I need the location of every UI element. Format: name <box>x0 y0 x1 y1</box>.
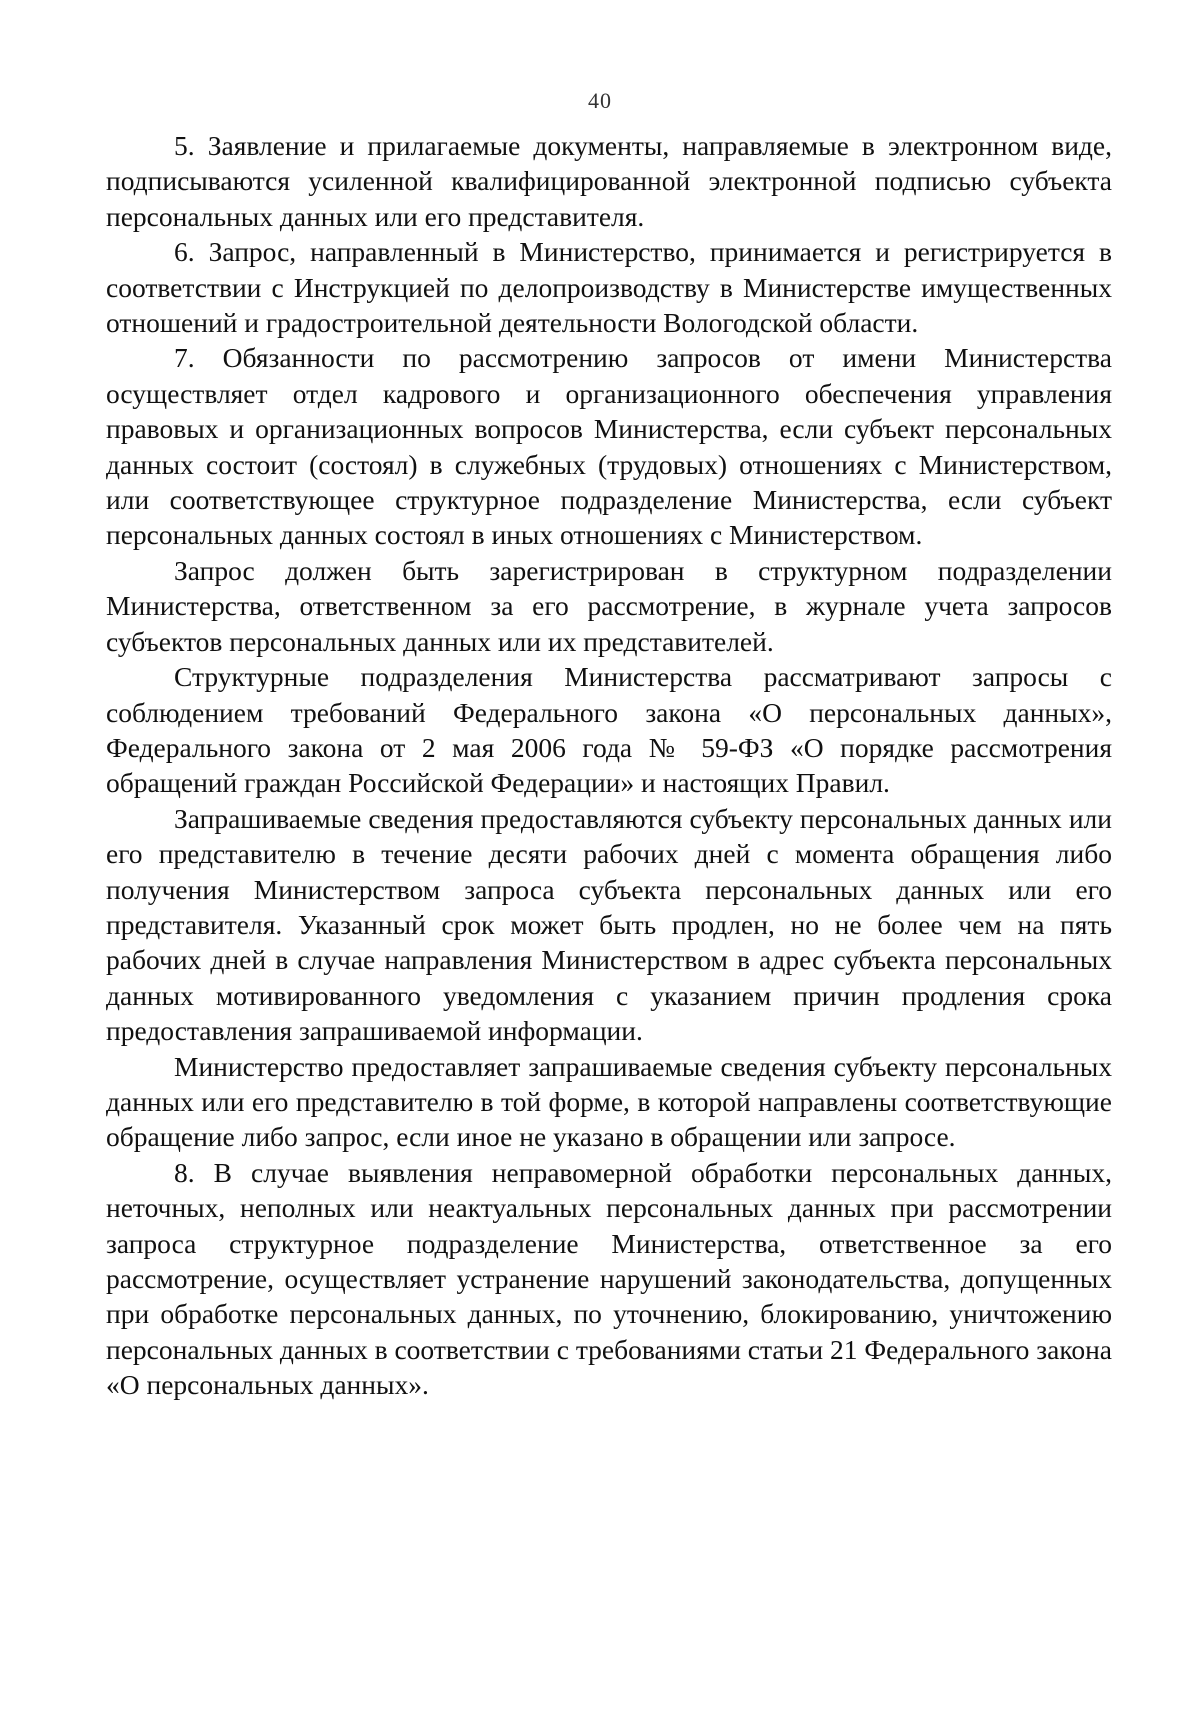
paragraph-item-6: 6. Запрос, направленный в Министерство, принимается и регистрируется в соответствии с Инструкцией по делопроизводству в Министерстве имущественных отношений и градостроительной деятельности Вологодской области. <box>106 236 1112 339</box>
paragraph-response-deadline: Запрашиваемые сведения предоставляются субъекту персональных данных или его представителю в течение десяти рабочих дней с момента обращения либо получения Министерством запроса субъекта персональных данных или его представителя. Указанный срок может быть продлен, но не более чем на пять рабочих дней в случае направления Министерством в адрес субъекта персональных данных мотивированного уведомления с указанием причин продления срока предоставления запрашиваемой информации. <box>106 802 1112 1047</box>
paragraph-requirements: Структурные подразделения Министерства рассматривают запросы с соблюдением требований Федерального закона «О персональных данных», Федерального закона от 2 мая 2006 года № 59-ФЗ «О порядке рассмотрения обращений граждан Российской Федерации» и настоящих Правил. <box>106 661 1112 799</box>
paragraph-response-form: Министерство предоставляет запрашиваемые сведения субъекту персональных данных или его представителю в той форме, в которой направлены соответствующие обращение либо запрос, если иное не указано в обращении или запросе. <box>106 1050 1112 1153</box>
document-body <box>106 128 1112 1403</box>
paragraph-item-8: 8. В случае выявления неправомерной обработки персональных данных, неточных, неполных или неактуальных персональных данных при рассмотрении запроса структурное подразделение Министерства, ответственное за его рассмотрение, осуществляет устранение нарушений законодательства, допущенных при обработке персональных данных, по уточнению, блокированию, уничтожению персональных данных в соответствии с требованиями статьи 21 Федерального закона «О персональных данных». <box>106 1156 1112 1401</box>
paragraph-item-7: 7. Обязанности по рассмотрению запросов от имени Министерства осуществляет отдел кадрового и организационного обеспечения управления правовых и организационных вопросов Министерства, если субъект персональных данных состоит (состоял) в служебных (трудовых) отношениях с Министерством, или соответствующее структурное подразделение Министерства, если субъект персональных данных состоял в иных отношениях с Министерством. <box>106 342 1112 551</box>
paragraph-item-5: 5. Заявление и прилагаемые документы, направляемые в электронном виде, подписываются усиленной квалифицированной электронной подписью субъекта персональных данных или его представителя. <box>106 130 1112 232</box>
page-number: 40 <box>588 88 612 113</box>
paragraph-request-registration: Запрос должен быть зарегистрирован в структурном подразделении Министерства, ответственном за его рассмотрение, в журнале учета запросов субъектов персональных данных или их представителей. <box>106 554 1112 657</box>
